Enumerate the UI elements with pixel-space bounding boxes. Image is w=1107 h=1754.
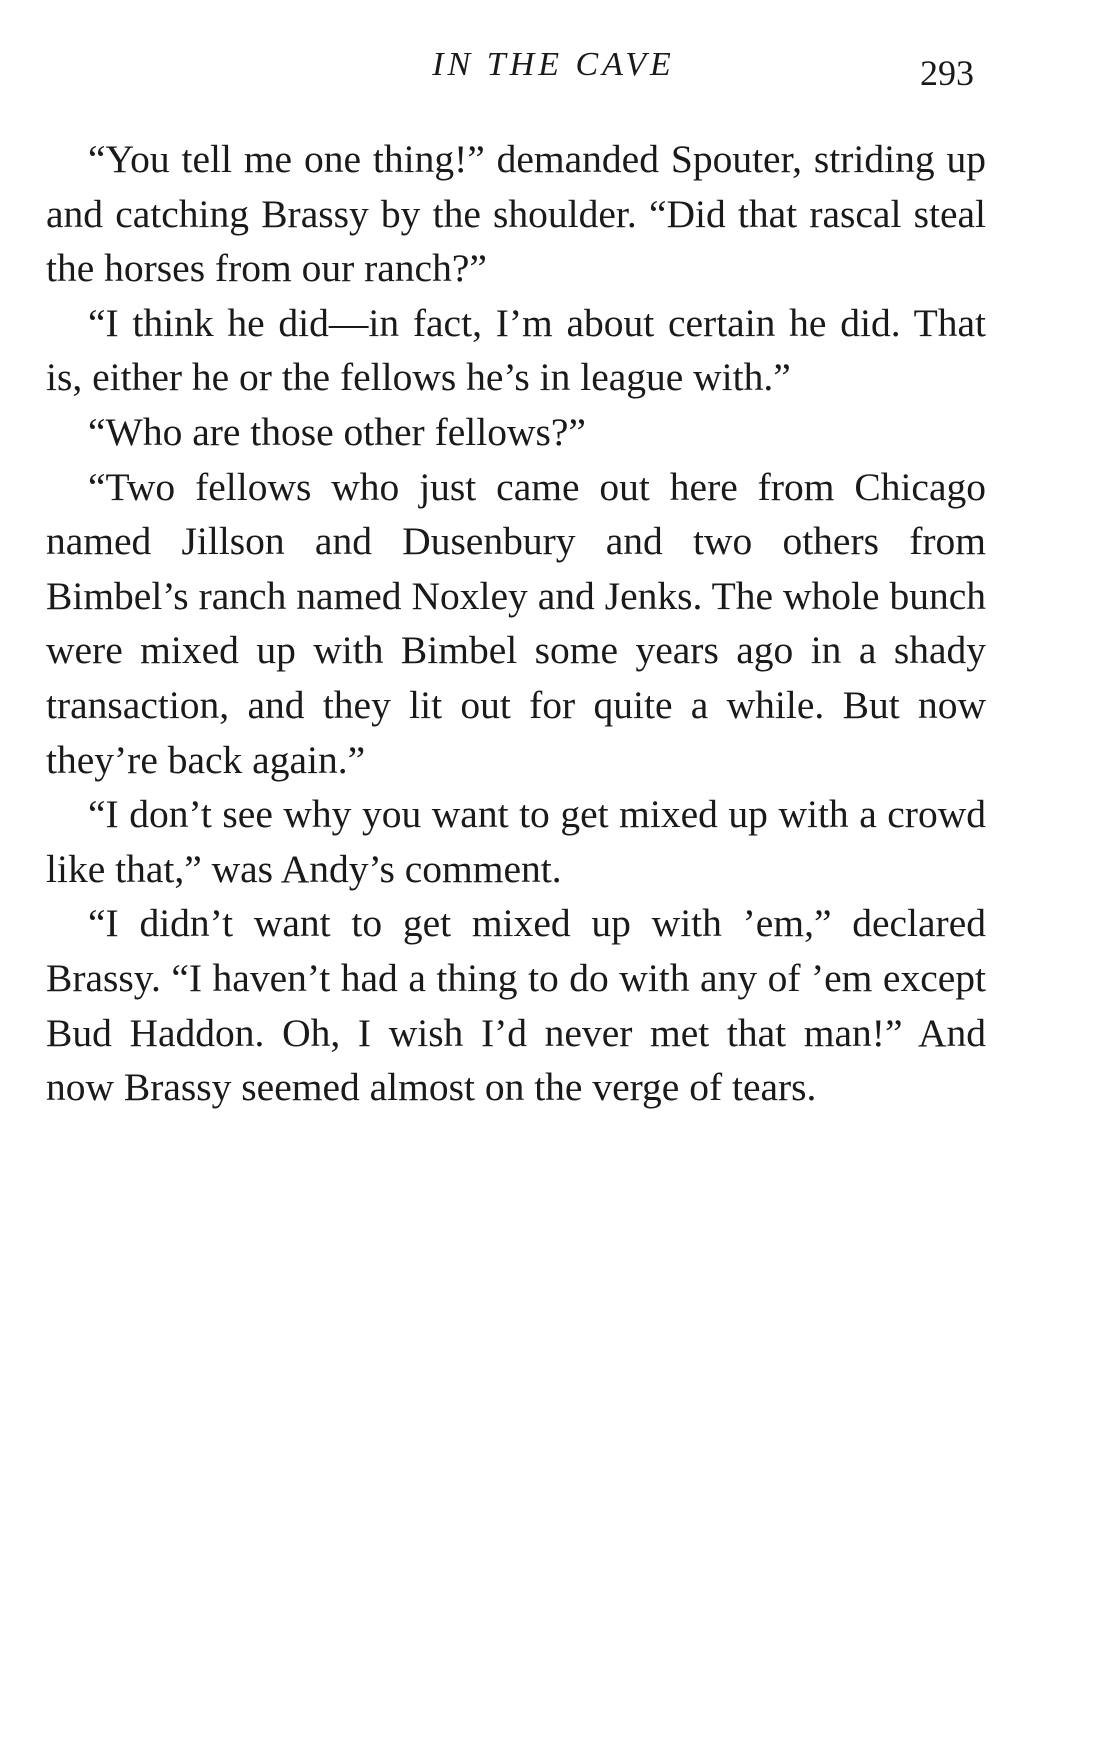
paragraph: “I didn’t want to get mixed up with ’em,” declared Brassy. “I haven’t had a thing to do with any of ’em except Bud Haddon. Oh, I wish I’d never met that man!” And now Brassy seemed almost on the verge of tears.	[46, 901, 986, 1110]
running-title: IN THE CAVE	[432, 46, 675, 83]
paragraph: “I don’t see why you want to get mixed up with a crowd like that,” was Andy’s comment.	[46, 792, 986, 891]
page-number: 293	[920, 53, 974, 93]
running-head	[0, 44, 1107, 93]
paragraph: “Who are those other fellows?”	[88, 409, 586, 454]
paragraph: “You tell me one thing!” demanded Spouter, striding up and catching Brassy by the shoulder. “Did that rascal steal the horses from our ranch?”	[46, 137, 986, 291]
body-text	[46, 132, 986, 1115]
paragraph: “I think he did—in fact, I’m about certain he did. That is, either he or the fellows he’s in league with.”	[46, 300, 986, 400]
paragraph: “Two fellows who just came out here from Chicago named Jillson and Dusenbury and two others from Bimbel’s ranch named Noxley and Jenks. The whole bunch were mixed up with Bimbel some years ago in a shady transaction, and they lit out for quite a while. But now they’re back again.”	[46, 464, 986, 782]
